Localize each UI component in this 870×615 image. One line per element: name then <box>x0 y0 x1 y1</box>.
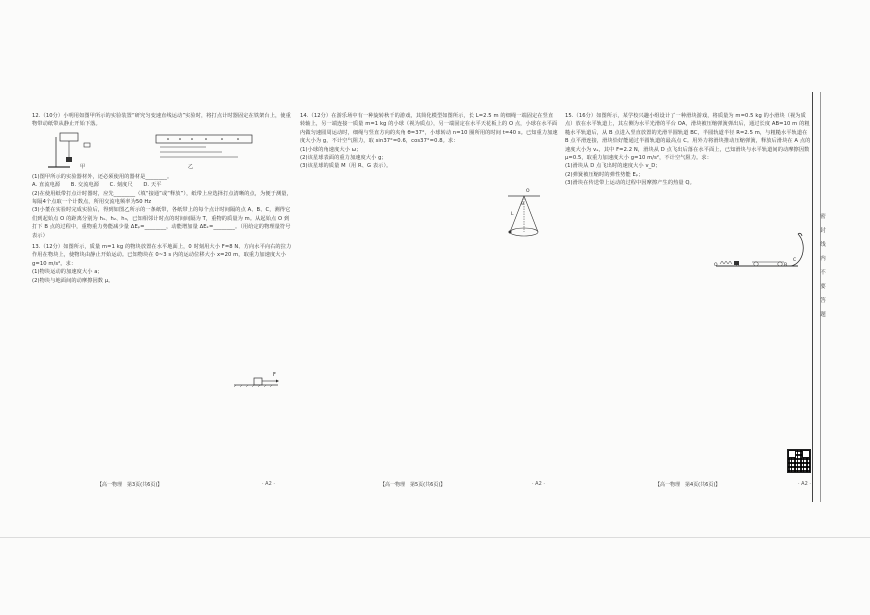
fig-label-theta: θ <box>521 202 524 207</box>
q14-intro: 14.（12分）在游乐场中有一种旋转秋千的游戏，其简化模型如图所示，长 L=2.5 m 的细绳一端固定在竖直转轴上，另一端连接一质量 m=1 kg 的小球（视为质点），另一端固定在水平天花板上的 O 点，小球在水平面内做匀速圆周运动时，细绳与竖直方向的夹角 θ=37°，小球转动 n=10 圈所用的时间 t=40 s。已知重力加速度大小为 g，不计空气阻力，取 sin37°=0.6，cos37°=0.8。求： <box>300 113 558 145</box>
q12-apparatus-figure <box>46 131 256 173</box>
fig-label-c: C <box>793 258 797 263</box>
footer-code-2: · A2 · <box>532 481 545 487</box>
footer-page-4: 【高一物理 第4页(共6页)】 <box>655 482 721 488</box>
column-right <box>565 112 812 188</box>
binding-line-dark <box>812 92 813 502</box>
q13-part1: (1)物块运动的加速度大小 a； <box>32 269 103 276</box>
fig-label-l: L <box>511 212 514 217</box>
margin-char: 要 <box>820 284 826 290</box>
q14-conical-pendulum-figure <box>498 192 550 244</box>
footer-code-3: · A2 · <box>798 481 811 487</box>
q15-track-figure <box>712 226 812 272</box>
q14-part2: (2)该星球表面的重力加速度大小 g； <box>300 155 387 162</box>
q13-force-label: F <box>273 372 276 378</box>
figure-label-jia: 甲 <box>80 163 86 170</box>
margin-char: 封 <box>820 228 826 234</box>
fig-label-o2: O <box>714 263 718 268</box>
margin-char: 线 <box>820 242 826 248</box>
q13-part2: (2)物块与地面间的动摩擦因数 μ。 <box>32 277 114 284</box>
margin-char: 答 <box>820 298 826 304</box>
q14-part3: (3)该星球的质量 M（用 R、G 表示）。 <box>300 163 392 170</box>
margin-char: 密 <box>820 214 826 220</box>
q14-part1: (1)小球的角速度大小 ω； <box>300 146 362 153</box>
q13-intro: 13.（12分）如图所示，质量 m=1 kg 的物块放置在水平地面上，0 时刻用大小 F=8 N、方向水平向右的拉力作用在物块上，使物块由静止开始运动。已知物块在 0~3 s 内的运动位移大小 x=20 m，取重力加速度大小 g=10 m/s²。求： <box>32 244 292 267</box>
q15-intro: 15.（16分）如图所示，某学校兴趣小组设计了一种滑块游戏，将质量为 m=0.5 kg 的小滑块（视为质点）放在水平轨道上，其左侧为水平光滑的平台 OA，滑块被压缩弹簧弹出后，通过长度 AB=10 m 的粗糙水平轨道后，从 B 点进入竖直放置的光滑半圆轨道 BC，半圆轨道半径 R=2.5 m，与粗糙水平轨道在 B 点平滑连接，滑块恰好能通过半圆轨道的最高点 C。用外力将滑块推动压缩弹簧，释放后滑块在 A 点的速度大小为 vₐ，其中 F=2.2 N，滑块从 D 点飞出后落在水平面上，已知滑块与水平轨道间的动摩擦因数 μ=0.5，取重力加速度大小 g=10 m/s²，不计空气阻力。求： <box>565 113 811 162</box>
q12-figure-area <box>32 129 294 173</box>
q12-part2: (2)在使用纸带打点计时器时，应先________（填“接通”或“释放”），纸带上应选择打点清晰的点，为便于测量，每隔4个点取一个计数点，所用交流电频率为50 Hz <box>32 190 292 206</box>
binding-margin-text <box>817 210 829 322</box>
fig-label-a: A <box>736 263 740 268</box>
q12-part1: (1)图甲所示的实验器材外，还必须使用的器材是________。 <box>32 173 173 180</box>
column-left <box>32 112 294 285</box>
figure-label-yi: 乙 <box>188 163 194 170</box>
q12-part3: (3)小董在实验时完成实验后，得到如图乙所示的一条纸带，各纸带上的每个点计时间隔的点 A、B、C，测得它们到起始点 O 的距离分别为 h₁、h₂、h₃，已知相邻计时点的时间间隔为 T，重物的质量为 m。从起始点 O 到打下 B 点的过程中，重物重力势能减少量 ΔEₚ=________，动能增加量 ΔEₖ=________。（用给定的物理量符号表示） <box>32 207 291 239</box>
column-middle <box>300 112 558 171</box>
q15-part2: (2)弹簧被压缩时的弹性势能 Eₚ； <box>565 171 644 178</box>
q15-part3: (3)滑块在传送带上运动的过程中因摩擦产生的热量 Q。 <box>565 180 695 187</box>
qr-code <box>787 449 811 473</box>
margin-char: 题 <box>820 312 826 318</box>
footer-page-5: 【高一物理 第5页(共6页)】 <box>380 482 446 488</box>
q12-part1-options: A. 直流电源 B. 交流电源 C. 刻度尺 D. 天平 <box>32 182 162 189</box>
q15-part1: (1)滑块从 D 点飞出时的速度大小 v_D； <box>565 163 661 170</box>
footer-code-1: · A2 · <box>262 481 275 487</box>
fig-label-o: O <box>526 189 530 194</box>
margin-char: 内 <box>820 256 826 262</box>
margin-char: 不 <box>820 270 826 276</box>
footer-page-3: 【高一物理 第3页(共6页)】 <box>97 482 163 488</box>
q12-intro: 12.（10分）小明用如图甲所示的实验装置“研究匀变速直线运动”实验时，将打点计时器固定在铁架台上，使重物带动纸带从静止开始下落。 <box>32 113 291 128</box>
scan-fold-line <box>0 537 870 538</box>
fig-label-b: B <box>784 263 788 268</box>
